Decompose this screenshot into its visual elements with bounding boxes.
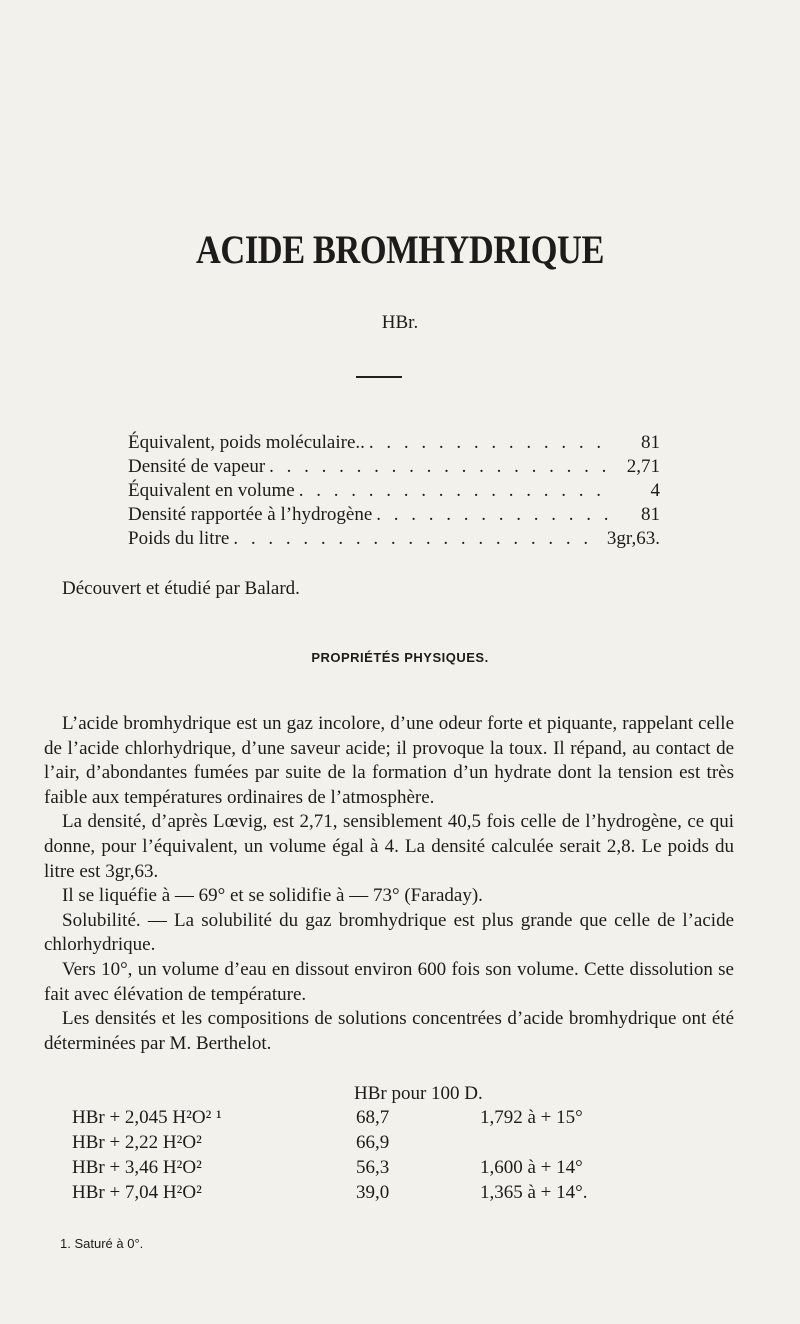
property-value: 4 <box>650 480 660 501</box>
property-label: Densité de vapeur <box>128 456 266 477</box>
property-value: 3gr,63. <box>606 528 660 549</box>
footnote: 1. Saturé à 0°. <box>60 1236 144 1251</box>
table-cell-density: 1,792 à + 15° <box>480 1107 583 1128</box>
table-cell-hbr: 56,3 <box>356 1157 390 1178</box>
paragraph: Vers 10°, un volume d’eau en dissout environ 600 fois son volume. Cette dissolution se fait avec élévation de température. <box>44 958 734 1005</box>
property-value: 81 <box>641 432 660 453</box>
property-row <box>128 480 660 504</box>
section-heading: PROPRIÉTÉS PHYSIQUES. <box>311 650 489 665</box>
table-cell-hbr: 68,7 <box>356 1107 390 1128</box>
table-cell-hbr: 66,9 <box>356 1132 390 1153</box>
page-title: ACIDE BROMHYDRIQUE <box>196 227 604 272</box>
paragraph: La densité, d’après Lœvig, est 2,71, sensiblement 40,5 fois celle de l’hydrogène, ce qui donne, pour l’équivalent, un volume égal à 4. La densité calculée serait 2,8. Le poids du litre est 3gr,63. <box>44 811 734 882</box>
table-cell-formula: HBr + 3,46 H²O² <box>72 1157 202 1178</box>
section-divider <box>356 376 402 378</box>
table-cell-density: 1,600 à + 14° <box>480 1157 583 1178</box>
properties-list <box>128 432 660 552</box>
table-row <box>72 1107 672 1132</box>
leader-dots <box>295 480 610 502</box>
paragraph: L’acide bromhydrique est un gaz incolore, d’une odeur forte et piquante, rappelant celle de l’acide chlorhydrique, d’une saveur acide; il provoque la toux. Il répand, au contact de l’air, d’abondantes fumées par suite de la formation d’un hydrate dont la tension est très faible aux températures ordinaires de l’atmosphère. <box>44 713 734 808</box>
property-value: 81 <box>641 504 660 525</box>
table-cell-formula: HBr + 2,045 H²O² ¹ <box>72 1107 222 1128</box>
table-cell-formula: HBr + 7,04 H²O² <box>72 1182 202 1203</box>
body-text <box>44 712 734 1056</box>
leader-dots <box>265 456 610 478</box>
discovery-note: Découvert et étudié par Balard. <box>62 578 300 599</box>
paragraph: Solubilité. — La solubilité du gaz bromhydrique est plus grande que celle de l’acide chlorhydrique. <box>44 909 734 956</box>
paragraph: Les densités et les compositions de solutions concentrées d’acide bromhydrique ont été déterminées par M. Berthelot. <box>44 1008 734 1054</box>
property-row <box>128 504 660 528</box>
table-header: HBr pour 100 D. <box>354 1083 483 1104</box>
table-row <box>72 1132 672 1157</box>
property-row <box>128 432 660 456</box>
table-cell-hbr: 39,0 <box>356 1182 390 1203</box>
leader-dots <box>229 528 601 550</box>
property-row <box>128 456 660 480</box>
composition-table <box>72 1107 672 1207</box>
property-label: Densité rapportée à l’hydrogène <box>128 504 373 525</box>
property-label: Équivalent, poids moléculaire.. <box>128 432 365 453</box>
leader-dots <box>372 504 610 526</box>
table-cell-formula: HBr + 2,22 H²O² <box>72 1132 202 1153</box>
paragraph: Il se liquéfie à — 69° et se solidifie à — 73° (Faraday). <box>62 885 483 907</box>
table-row <box>72 1182 672 1207</box>
property-row <box>128 528 660 552</box>
leader-dots <box>365 432 610 454</box>
chemical-formula: HBr. <box>381 312 419 333</box>
property-label: Poids du litre <box>128 528 230 549</box>
table-cell-density: 1,365 à + 14°. <box>480 1182 588 1203</box>
property-label: Équivalent en volume <box>128 480 295 501</box>
table-row <box>72 1157 672 1182</box>
property-value: 2,71 <box>626 456 660 477</box>
